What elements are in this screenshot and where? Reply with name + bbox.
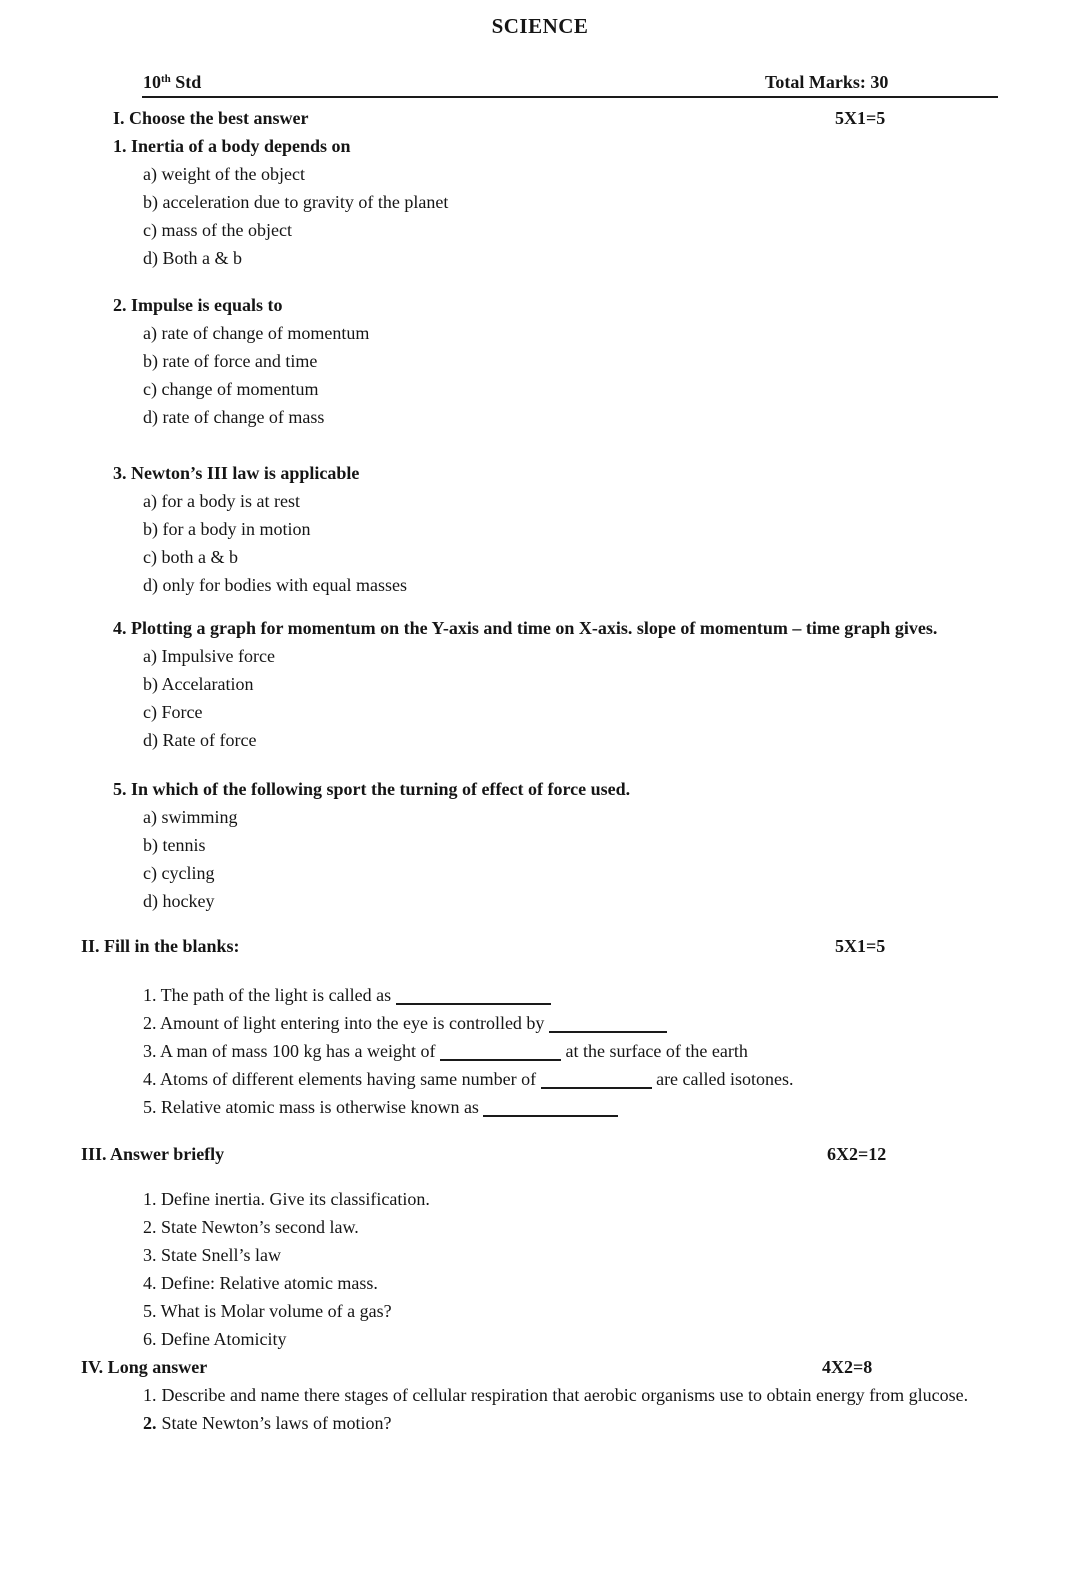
section-iii-heading — [0, 1140, 1080, 1168]
item-text: State Newton’s laws of motion? — [161, 1413, 392, 1433]
option-b: b) for a body in motion — [143, 519, 311, 539]
total-marks: Total Marks: 30 — [765, 72, 889, 92]
brief-item-5: 5. What is Molar volume of a gas? — [143, 1301, 392, 1321]
section-iv-title: IV. Long answer — [81, 1357, 208, 1377]
section-ii-heading — [0, 932, 1080, 960]
option-c: c) Force — [143, 702, 203, 722]
fill-in-the-blanks-list — [0, 981, 1080, 1121]
fill-item-1 — [143, 981, 1080, 1009]
brief-item-1: 1. Define inertia. Give its classification. — [143, 1189, 430, 1209]
class-label — [143, 68, 201, 96]
option-b: b) rate of force and time — [143, 351, 318, 371]
section-i-heading — [0, 104, 1080, 132]
fill-item-5 — [143, 1093, 1080, 1121]
question-stem: 2. Impulse is equals to — [113, 295, 283, 315]
option-d: d) Both a & b — [143, 248, 242, 268]
section-iv-marks: 4X2=8 — [822, 1357, 873, 1377]
fill-item-4 — [143, 1065, 1080, 1093]
long-item-1 — [143, 1381, 1017, 1409]
section-ii-title: II. Fill in the blanks: — [81, 936, 240, 956]
mcq-question-3 — [0, 459, 1080, 599]
item-number: 1. — [143, 1385, 157, 1405]
section-i-title: I. Choose the best answer — [113, 108, 309, 128]
option-c: c) both a & b — [143, 547, 238, 567]
section-i-marks: 5X1=5 — [835, 108, 886, 128]
section-iii-title: III. Answer briefly — [81, 1144, 225, 1164]
item-text-after: at the surface of the earth — [560, 1041, 748, 1061]
question-stem: 1. Inertia of a body depends on — [113, 136, 351, 156]
section-ii-marks: 5X1=5 — [835, 936, 886, 956]
option-a: a) Impulsive force — [143, 646, 275, 666]
item-text: 5. Relative atomic mass is otherwise known as — [143, 1097, 484, 1117]
option-d: d) only for bodies with equal masses — [143, 575, 407, 595]
option-b: b) tennis — [143, 835, 206, 855]
fill-item-2 — [143, 1009, 1080, 1037]
option-d: d) hockey — [143, 891, 215, 911]
blank-line — [396, 991, 551, 1005]
mcq-question-4 — [0, 614, 1080, 754]
option-c: c) change of momentum — [143, 379, 319, 399]
item-text: 1. The path of the light is called as — [143, 985, 396, 1005]
brief-item-2: 2. State Newton’s second law. — [143, 1217, 359, 1237]
brief-item-4: 4. Define: Relative atomic mass. — [143, 1273, 378, 1293]
option-c: c) cycling — [143, 863, 215, 883]
option-d: d) Rate of force — [143, 730, 257, 750]
answer-briefly-list — [0, 1185, 1080, 1353]
question-stem: 4. Plotting a graph for momentum on the Y-axis and time on X-axis. slope of momentum – time graph gives. — [113, 618, 938, 638]
option-c: c) mass of the object — [143, 220, 292, 240]
class-number: 10 — [143, 72, 161, 92]
question-stem: 5. In which of the following sport the turning of effect of force used. — [113, 779, 631, 799]
item-text: 2. Amount of light entering into the eye is controlled by — [143, 1013, 549, 1033]
option-a: a) weight of the object — [143, 164, 305, 184]
mcq-question-1 — [0, 132, 1080, 272]
section-iv-heading — [0, 1353, 1080, 1381]
option-b: b) acceleration due to gravity of the planet — [143, 192, 449, 212]
item-number: 2. — [143, 1413, 157, 1433]
option-a: a) rate of change of momentum — [143, 323, 370, 343]
blank-line — [549, 1019, 667, 1033]
option-d: d) rate of change of mass — [143, 407, 325, 427]
class-suffix: Std — [170, 72, 202, 92]
item-text-after: are called isotones. — [651, 1069, 794, 1089]
exam-header — [0, 68, 1080, 96]
blank-line — [440, 1047, 561, 1061]
page-title: SCIENCE — [491, 14, 589, 38]
blank-line — [483, 1103, 618, 1117]
brief-item-3: 3. State Snell’s law — [143, 1245, 281, 1265]
long-item-2 — [143, 1409, 1017, 1437]
blank-line — [541, 1075, 652, 1089]
header-divider — [142, 96, 998, 98]
section-iii-marks: 6X2=12 — [827, 1144, 887, 1164]
item-text: Describe and name there stages of cellular respiration that aerobic organisms use to obtain energy from glucose. — [161, 1385, 969, 1405]
brief-item-6: 6. Define Atomicity — [143, 1329, 287, 1349]
item-text: 3. A man of mass 100 kg has a weight of — [143, 1041, 440, 1061]
option-b: b) Accelaration — [143, 674, 254, 694]
fill-item-3 — [143, 1037, 1080, 1065]
mcq-question-5 — [0, 775, 1080, 915]
option-a: a) for a body is at rest — [143, 491, 300, 511]
mcq-question-2 — [0, 291, 1080, 431]
option-a: a) swimming — [143, 807, 238, 827]
item-text: 4. Atoms of different elements having same number of — [143, 1069, 541, 1089]
class-ordinal-superscript: th — [161, 73, 171, 85]
question-stem: 3. Newton’s III law is applicable — [113, 463, 360, 483]
